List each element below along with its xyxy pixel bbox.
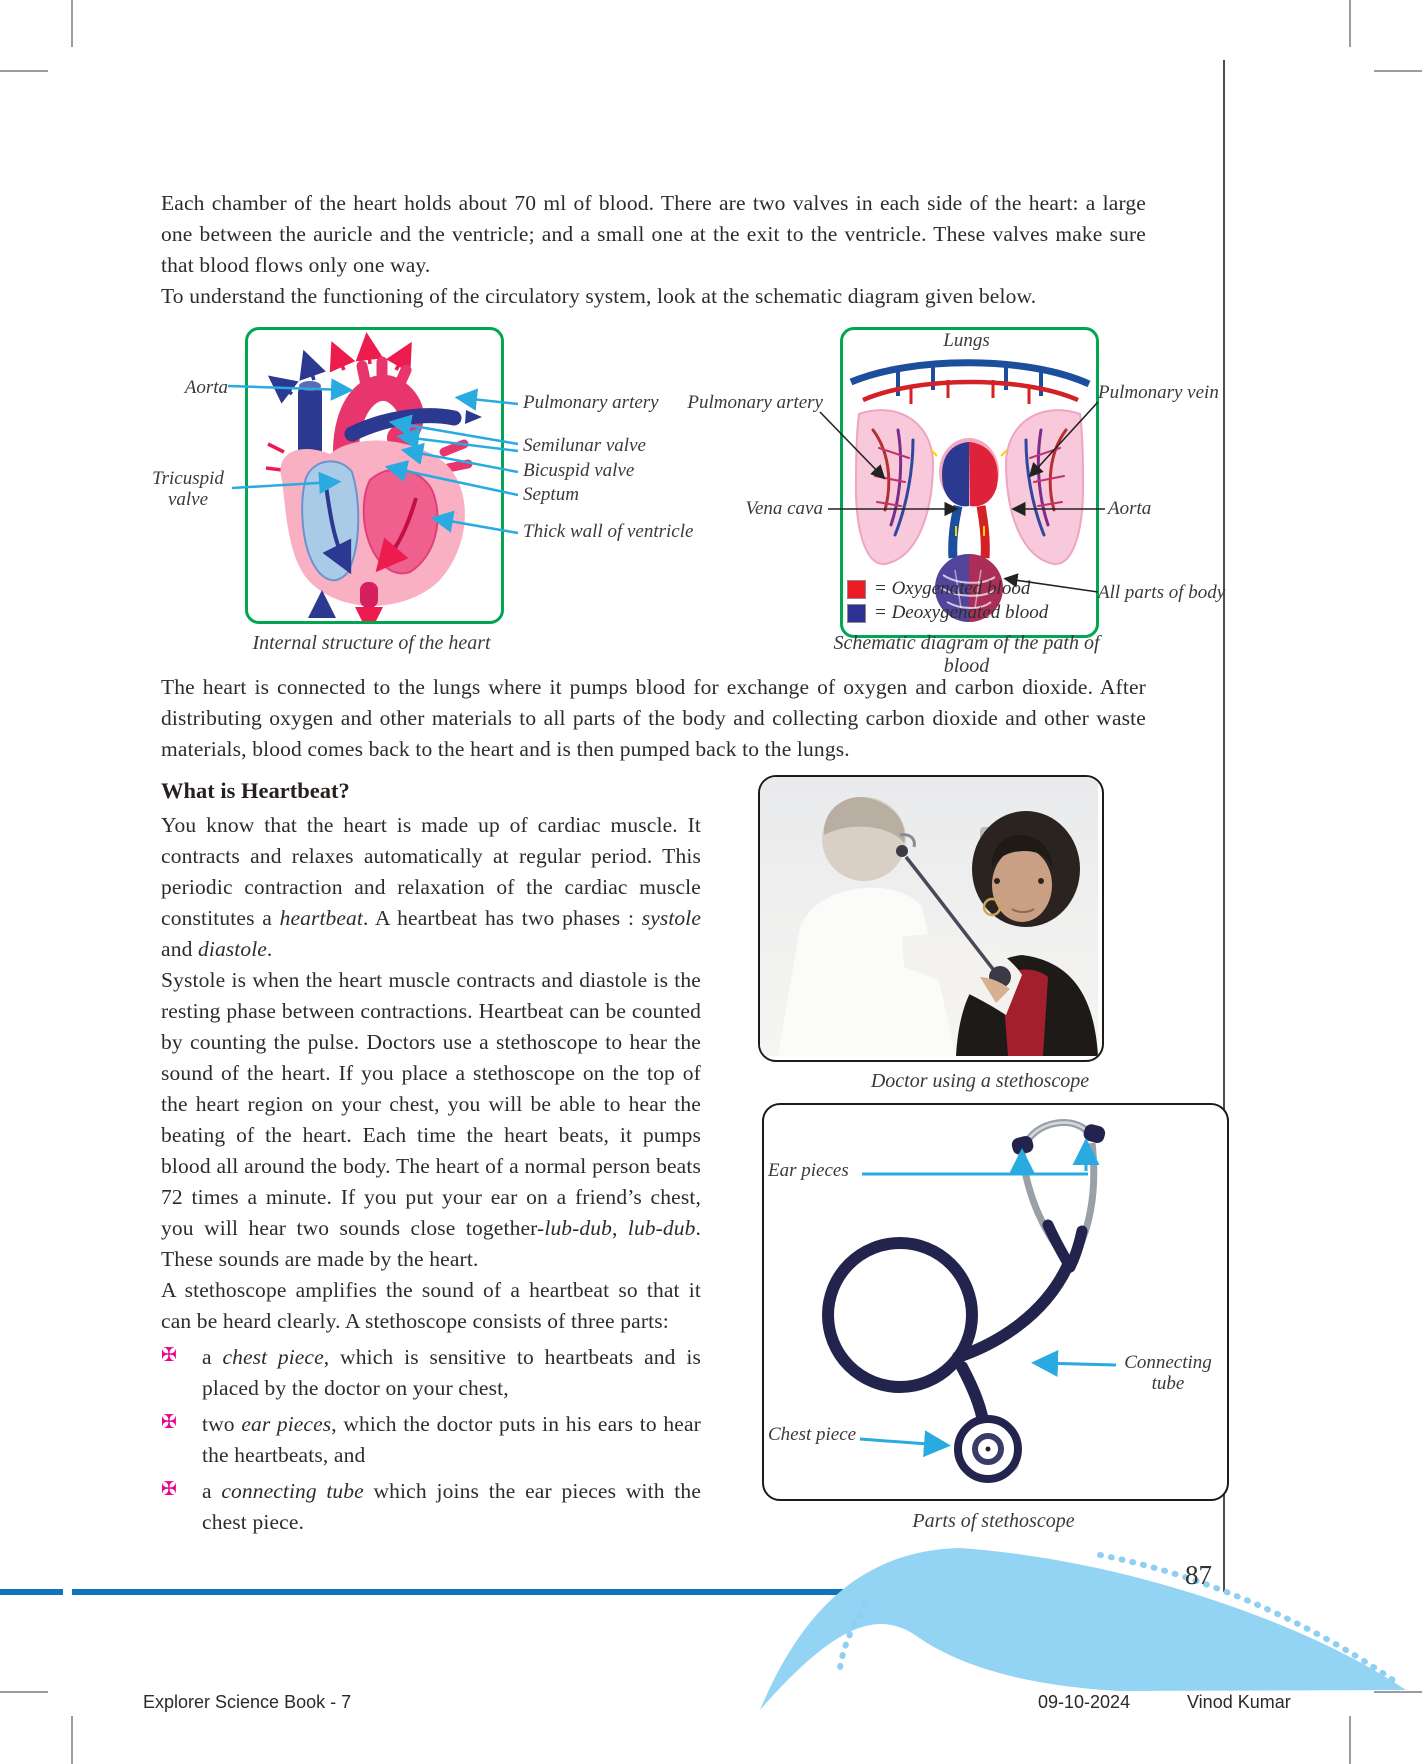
caption-stethoscope: Parts of stethoscope [912,1510,1075,1532]
label-schematic-aorta: Aorta [1108,498,1152,519]
label-chest-piece: Chest piece [768,1424,857,1445]
paragraph-cardiac-muscle: You know that the heart is made up of cardiac muscle. It contracts and relaxes automatically at regular period. This periodic contraction and relaxation of the cardiac muscle constitutes a heartbeat. A heartbeat has two phases : systole and diastole. [161,813,701,961]
label-aorta: Aorta [184,377,228,398]
top-vessels [851,363,1089,404]
legend-deoxygenated [847,602,1048,624]
schematic-heart [939,438,999,506]
cross-bullet-icon: ✠ [161,1345,177,1366]
paragraph-stethoscope-amplifies: A stethoscope amplifies the sound of a heartbeat so that it can be heard clearly. A stethoscope consists of three parts: [161,1278,701,1333]
doctor-photo [758,775,1104,1062]
legend-swatch-blue [847,604,866,623]
footer-rule-left [0,1589,63,1595]
caption-schematic-diagram: Schematic diagram of the path of blood [833,632,1100,677]
legend-text-deoxygenated: = Deoxygenated blood [874,602,1049,623]
label-connecting-tube: Connecting tube [1124,1352,1212,1394]
heart-illustration [248,330,501,621]
crop-mark [71,1716,73,1764]
doctor-photo-illustration [760,777,1098,1056]
bullet-text: a chest piece, which is sensitive to heartbeats and is placed by the doctor on your chest, [202,1345,701,1400]
caption-doctor-photo: Doctor using a stethoscope [870,1070,1090,1092]
label-bicuspid-valve: Bicuspid valve [523,460,635,481]
section-heading: What is Heartbeat? [161,778,350,803]
paragraph-intro-diagram: To understand the functioning of the circulatory system, look at the schematic diagram given below. [161,284,1037,308]
list-item-connecting-tube [161,1476,701,1538]
legend-swatch-red [847,580,866,599]
label-all-parts-of-body: All parts of body [1098,582,1226,603]
footer-date: 09-10-2024 [1038,1692,1131,1712]
bullet-text: two ear pieces, which the doctor puts in his ears to hear the heartbeats, and [202,1412,701,1467]
list-item-ear-pieces [161,1409,701,1471]
right-lung [1006,410,1083,564]
list-item-chest-piece [161,1342,701,1404]
page-number: 87 [1185,1560,1212,1590]
crop-mark [0,1691,48,1693]
label-vena-cava: Vena cava [745,498,823,519]
heart-diagram-box [245,327,504,624]
crop-mark [1374,70,1422,72]
stethoscope-drawing [828,1123,1107,1479]
paragraph-chambers: Each chamber of the heart holds about 70 ml of blood. There are two valves in each side of the heart: a large one between the auricle and the ventricle; and a small one at the exit to the ventricle. These valves make sure that blood flows only one way. [161,191,1146,277]
footer-author: Vinod Kumar [1187,1692,1291,1712]
label-pulmonary-artery: Pulmonary artery [523,392,659,413]
paragraph-systole-diastole: Systole is when the heart muscle contracts and diastole is the resting phase between contractions. Heartbeat can be counted by counting the pulse. Doctors use a stethoscope to hear the sound of the heart. If you place a stethoscope on the top of the heart region on your chest, you will be able to hear the beating of the heart. Each time the heart beats, it pumps blood all around the body. The heart of a normal person beats 72 times a minute. If you put your ear on a friend’s chest, you will hear two sounds close together-lub-dub, lub-dub. These sounds are made by the heart. [161,968,701,1271]
heartbeat-text-column [161,810,701,1538]
label-ear-pieces: Ear pieces [768,1160,849,1181]
label-lungs: Lungs [943,330,990,351]
paragraph-heart-lungs: The heart is connected to the lungs where it pumps blood for exchange of oxygen and carbon dioxide. After distributing oxygen and other materials to all parts of the body and collecting carbon dioxide and other waste materials, blood comes back to the heart and is then pumped back to the lungs. [161,675,1146,761]
legend-text-oxygenated: = Oxygenated blood [874,578,1031,599]
label-tricuspid-valve: Tricuspid valve [152,468,224,510]
label-semilunar-valve: Semilunar valve [523,435,646,456]
corner-swoosh-graphic [700,1500,1422,1764]
crop-mark [71,0,73,47]
left-lung [856,410,933,564]
cross-bullet-icon: ✠ [161,1412,177,1433]
bullet-text: a connecting tube which joins the ear pieces with the chest piece. [202,1479,702,1534]
cross-bullet-icon: ✠ [161,1479,177,1500]
label-thick-wall: Thick wall of ventricle [523,521,694,542]
caption-heart-diagram: Internal structure of the heart [252,632,491,654]
label-pulmonary-vein: Pulmonary vein [1098,382,1219,403]
crop-mark [1349,0,1351,47]
footer-book-title: Explorer Science Book - 7 [143,1692,352,1712]
label-schematic-pulmonary-artery: Pulmonary artery [687,392,823,413]
legend-oxygenated [847,578,1030,600]
crop-mark [0,70,48,72]
label-septum: Septum [523,484,579,505]
stethoscope-leader-lines [860,1147,1116,1445]
